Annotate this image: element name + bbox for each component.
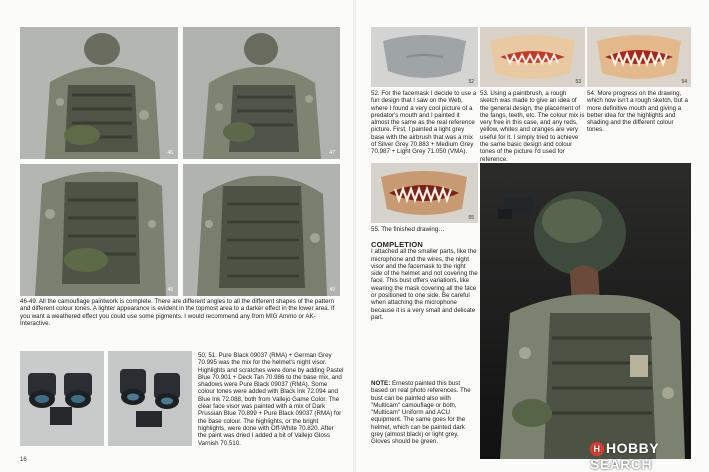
photo-52-facemask-base [371,27,478,87]
photo-55-facemask-finished [371,163,478,223]
figure-number: 54 [681,79,687,85]
bust-illustration [20,164,178,296]
note-section [371,380,478,446]
caption-52: 52. For the facemask I decide to use a fun design that I saw on the Web, where I found a very cool picture of a predator's mouth and I painted it almost the same as the real reference picture. First, I painted a light grey base with the airbrush that was a mix of Silver Grey 70.883 + Medium Grey 70.987 + Light Grey 71.050 (VMA). [371,90,477,156]
facemask-illustration [480,27,585,87]
figure-number: 55 [468,215,474,221]
finished-bust-illustration [480,163,691,459]
page-number: 16 [20,457,27,463]
photo-50-night-visor [20,351,104,446]
completion-section [371,241,478,321]
page-gutter [353,0,356,472]
note-body: Ernesto painted this bust based on real photo references. The bust can be painted also with "Multicam" camouflage or both, "Multicam" Uniform and ACU equipment. The same goes for the helmet, which can be painted dark grey (almost black) or light grey. Gloves should be green. [371,380,471,446]
photo-finished-bust [480,163,691,459]
facemask-illustration [371,163,478,223]
facemask-illustration [371,27,478,87]
caption-54: 54. More progress on the drawing, which now isn't a rough sketch, but a more definitive mouth and giving a better idea for the highlights and shading and the different colour tones. [587,90,688,134]
caption-46-49: 46-49. All the camouflage paintwork is complete. There are different angles to all the different shapes of the pattern and different colour tones. A lighter appearance is evident in the topmost area to a darker effect in the lower area. If you want a weathered effect you could use some pigments. I would recommend any from MIG Ammo or AK-Interactive. [20,298,335,327]
photo-47-vest-side [183,27,340,159]
photo-51-night-visor [108,351,192,446]
photo-46-vest-front [20,27,178,159]
figure-number: 48 [167,287,173,293]
caption-53: 53. Using a paintbrush, a rough sketch was made to give an idea of the general design, the placement of the fangs, teeth, etc. The colour mix is very free in this case, and any reds, yellow, whites and oranges are very useful for it. I simply tried to achieve the same basic design and colour tones of the picture I'd used for reference. [480,90,585,163]
night-visor-illustration [108,351,192,446]
bust-illustration [183,27,340,159]
bust-illustration [183,164,340,296]
photo-54-facemask-progress [587,27,691,87]
bust-illustration [20,27,178,159]
figure-number: 53 [575,79,581,85]
figure-number: 49 [329,287,335,293]
photo-49-vest-back [183,164,340,296]
night-visor-illustration [20,351,104,446]
photo-53-facemask-sketch [480,27,585,87]
figure-number: 46 [167,150,173,156]
caption-50-51: 50, 51. Pure Black 09037 (RMA) + German Grey 70.995 was the mix for the helmet's night visor. Highlights and scratches were done by adding Pastel Blue 70.901 + Deck Tan 70.986 to the base mix, and shadows were Pure Black 09037 (RMA). Some colour tones were added with Black Ink 72.094 and Blue Ink 72.088, both from Vallejo Game Color. The clear face visor was painted with a mix of Dark Prussian Blue 70.899 + Pure Black 09037 (RMA) for the base colour. The highlights, or the bright highlights, were done with Off-White 70.820. After the paint was dried I added a bit of Vallejo Gloss Varnish 70.510. [198,352,344,447]
completion-heading: COMPLETION [371,240,423,249]
hobby-search-watermark [590,440,709,472]
hobby-search-logo-icon: H [590,442,604,456]
watermark-text: HOBBY SEARCH [590,440,659,472]
completion-body: I attached all the smaller parts, like the microphone and the wires, the night visor and the facemask to the right side of the helmet and not covering the face. This bust offers variations, like wearing the mask covering all the face or positioned to one side. Be careful when attaching the microphone because it is a very small and delicate part. [371,248,478,321]
photo-48-vest-lower [20,164,178,296]
note-label: NOTE: [371,380,391,387]
facemask-illustration [587,27,691,87]
figure-number: 47 [329,150,335,156]
caption-55: 55. The finished drawing… [371,226,445,233]
figure-number: 52 [468,79,474,85]
